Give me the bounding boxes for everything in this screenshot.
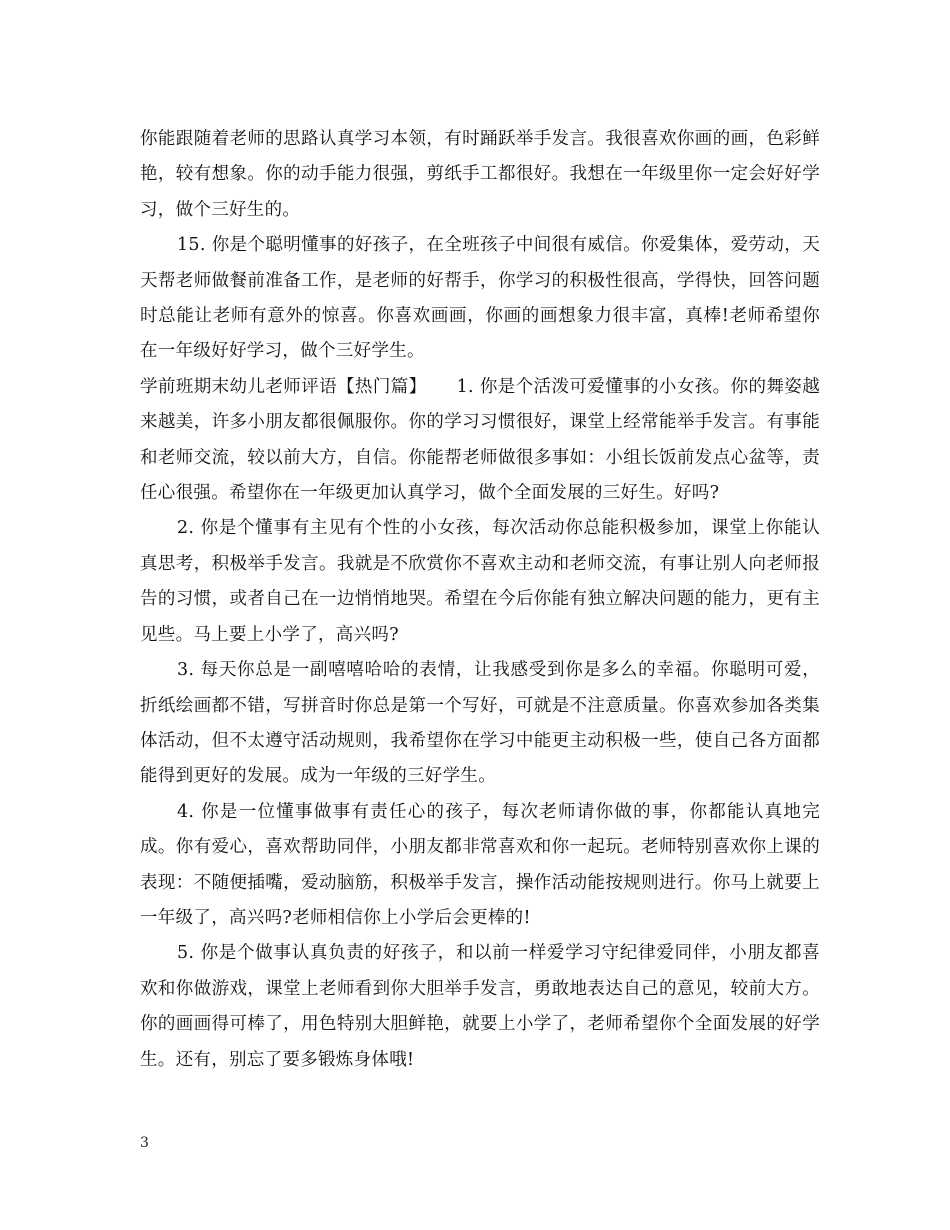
paragraph-item-15: 15. 你是个聪明懂事的好孩子，在全班孩子中间很有威信。你爱集体，爱劳动，天天帮老师做餐前准备工作，是老师的好帮手，你学习的积极性很高，学得快，回答问题时总能让老师有意外的惊喜。你喜欢画画，你画的画想象力很丰富，真棒!老师希望你在一年级好好学习，做个三好学生。 xyxy=(140,235,820,362)
paragraph-item-2: 2. 你是个懂事有主见有个性的小女孩，每次活动你总能积极参加，课堂上你能认真思考，积极举手发言。我就是不欣赏你不喜欢主动和老师交流，有事让别人向老师报告的习惯，或者自己在一边悄悄地哭。希望在今后你能有独立解决问题的能力，更有主见些。马上要上小学了，高兴吗? xyxy=(140,518,820,645)
paragraph-continued: 你能跟随着老师的思路认真学习本领，有时踊跃举手发言。我很喜欢你画的画，色彩鲜艳，较有想象。你的动手能力很强，剪纸手工都很好。我想在一年级里你一定会好好学习，做个三好生的。 xyxy=(140,129,820,220)
paragraph-item-4: 4. 你是一位懂事做事有责任心的孩子，每次老师请你做的事，你都能认真地完成。你有爱心，喜欢帮助同伴，小朋友都非常喜欢和你一起玩。老师特别喜欢你上课的表现：不随便插嘴，爱动脑筋，积极举手发言，操作活动能按规则进行。你马上就要上一年级了，高兴吗?老师相信你上小学后会更棒的! xyxy=(140,801,820,928)
paragraph-item-5: 5. 你是个做事认真负责的好孩子，和以前一样爱学习守纪律爱同伴，小朋友都喜欢和你做游戏，课堂上老师看到你大胆举手发言，勇敢地表达自己的意见，较前大方。你的画画得可棒了，用色特别大胆鲜艳，就要上小学了，老师希望你个全面发展的好学生。还有，别忘了要多锻炼身体哦! xyxy=(140,943,820,1070)
section-heading: 学前班期末幼儿老师评语【热门篇】 xyxy=(140,376,427,397)
page-number: 3 xyxy=(140,1135,149,1151)
section-paragraph xyxy=(140,370,820,512)
document-body xyxy=(140,122,820,1078)
paragraph-item-3: 3. 每天你总是一副嘻嘻哈哈的表情，让我感受到你是多么的幸福。你聪明可爱，折纸绘画都不错，写拼音时你总是第一个写好，可就是不注意质量。你喜欢参加各类集体活动，但不太遵守活动规则，我希望你在学习中能更主动积极一些，使自己各方面都能得到更好的发展。成为一年级的三好学生。 xyxy=(140,660,820,787)
paragraph-item-1: 1. 你是个活泼可爱懂事的小女孩。你的舞姿越来越美，许多小朋友都很佩服你。你的学习习惯很好，课堂上经常能举手发言。有事能和老师交流，较以前大方，自信。你能帮老师做很多事如：小组长饭前发点心盆等，责任心很强。希望你在一年级更加认真学习，做个全面发展的三好生。好吗? xyxy=(140,376,820,504)
